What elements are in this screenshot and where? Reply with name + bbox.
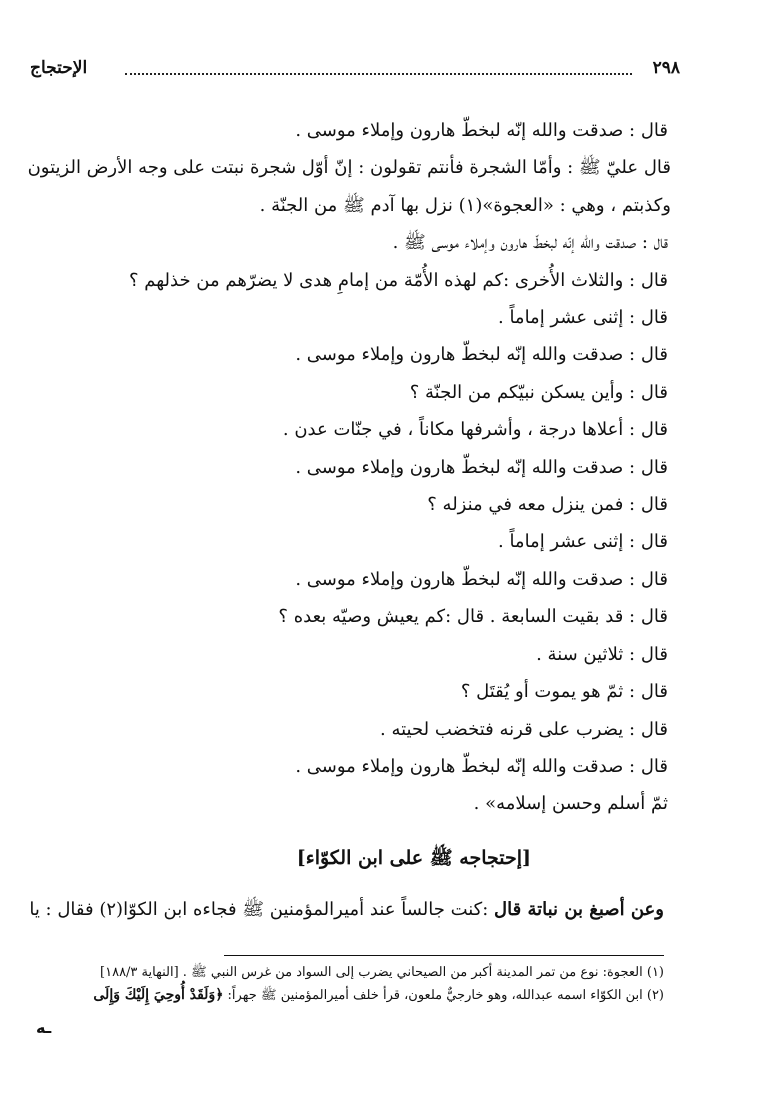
text-line: قال : ثلاثين سنة .	[536, 643, 668, 665]
header-dotted-leader	[125, 73, 632, 75]
text-line: قال : صدقت والله إنّه لبخطّ هارون وإملاء موسى .	[295, 755, 668, 777]
text-line: وكذبتم ، وهي : «العجوة»(١) نزل بها آدم ﷺ من الجنّة .	[259, 194, 671, 216]
body-paragraph	[29, 898, 664, 924]
text-line: قال : صدقت والله إنّه لبخطّ هارون وإملاء موسى .	[295, 344, 668, 366]
footnotes	[93, 962, 664, 1007]
text-line: قال : إثنى عشر إماماً .	[498, 307, 668, 329]
quran-verse: ﴿وَلَقَدْ أُوحِيَ إِلَيْكَ وَإِلَى	[93, 987, 224, 1003]
text-line: قال : صدقت والله إنّه لبخطّ هارون وإملاء موسى ﷺ .	[392, 232, 668, 254]
text-line: قال : ثمّ هو يموت أو يُقتَل ؟	[460, 681, 668, 703]
footnote-divider	[224, 955, 664, 956]
text-line: قال عليّ ﷺ : وأمّا الشجرة فأنتم تقولون : إنّ أوّل شجرة نبتت على وجه الأرض الزيتون	[27, 157, 671, 179]
text-line: قال : صدقت والله إنّه لبخطّ هارون وإملاء موسى .	[295, 568, 668, 590]
paragraph-lead: وعن أصبغ بن نباتة قال	[494, 899, 664, 920]
text-line: قال : صدقت والله إنّه لبخطّ هارون وإملاء موسى .	[295, 120, 668, 141]
text-line: قال : يضرب على قرنه فتخضب لحيته .	[380, 718, 668, 740]
text-line: قال : فمن ينزل معه في منزله ؟	[427, 494, 668, 516]
paragraph-text: :كنت جالساً عند أميرالمؤمنين ﷺ فجاءه ابن الكوّا(٢) فقال : يا	[29, 899, 495, 920]
text-line: قال : أعلاها درجة ، وأشرفها مكاناً ، في جنّات عدن .	[282, 419, 668, 441]
footnote	[100, 962, 664, 984]
section-heading: [إحتجاجه ﷺ على ابن الكوّاء]	[296, 847, 531, 869]
text-line: قال : قد بقيت السابعة . قال :كم يعيش وصيّه بعده ؟	[278, 606, 668, 628]
text-line: قال : وأين يسكن نبيّكم من الجنّة ؟	[409, 381, 668, 403]
continuation-mark: ـه	[36, 1018, 52, 1037]
footnote	[93, 984, 664, 1007]
page-header	[30, 58, 680, 86]
text-line: قال : إثنى عشر إماماً .	[498, 531, 668, 553]
text-line: ثمّ أسلم وحسن إسلامه» .	[473, 793, 668, 815]
text-line: قال : صدقت والله إنّه لبخطّ هارون وإملاء موسى .	[295, 456, 668, 478]
page-number: ٢٩٨	[652, 58, 680, 78]
running-title: الإحتجاج	[30, 58, 88, 78]
dialogue-text	[27, 112, 671, 823]
text-line: قال : والثلاث الأُخرى :كم لهذه الأُمّة من إمامِ هدى لا يضرّهم من خذلهم ؟	[128, 269, 668, 291]
footnote-text: (١) العجوة: نوع من تمر المدينة أكبر من الصيحاني يضرب إلى السواد من غرس النبي ﷺ . [النهاية ١٨٨/٣]	[100, 965, 664, 980]
footnote-text: (٢) ابن الكوّاء اسمه عبدالله، وهو خارجيٌّ ملعون، قرأ خلف أميرالمؤمنين ﷺ جهراً:	[223, 988, 664, 1003]
